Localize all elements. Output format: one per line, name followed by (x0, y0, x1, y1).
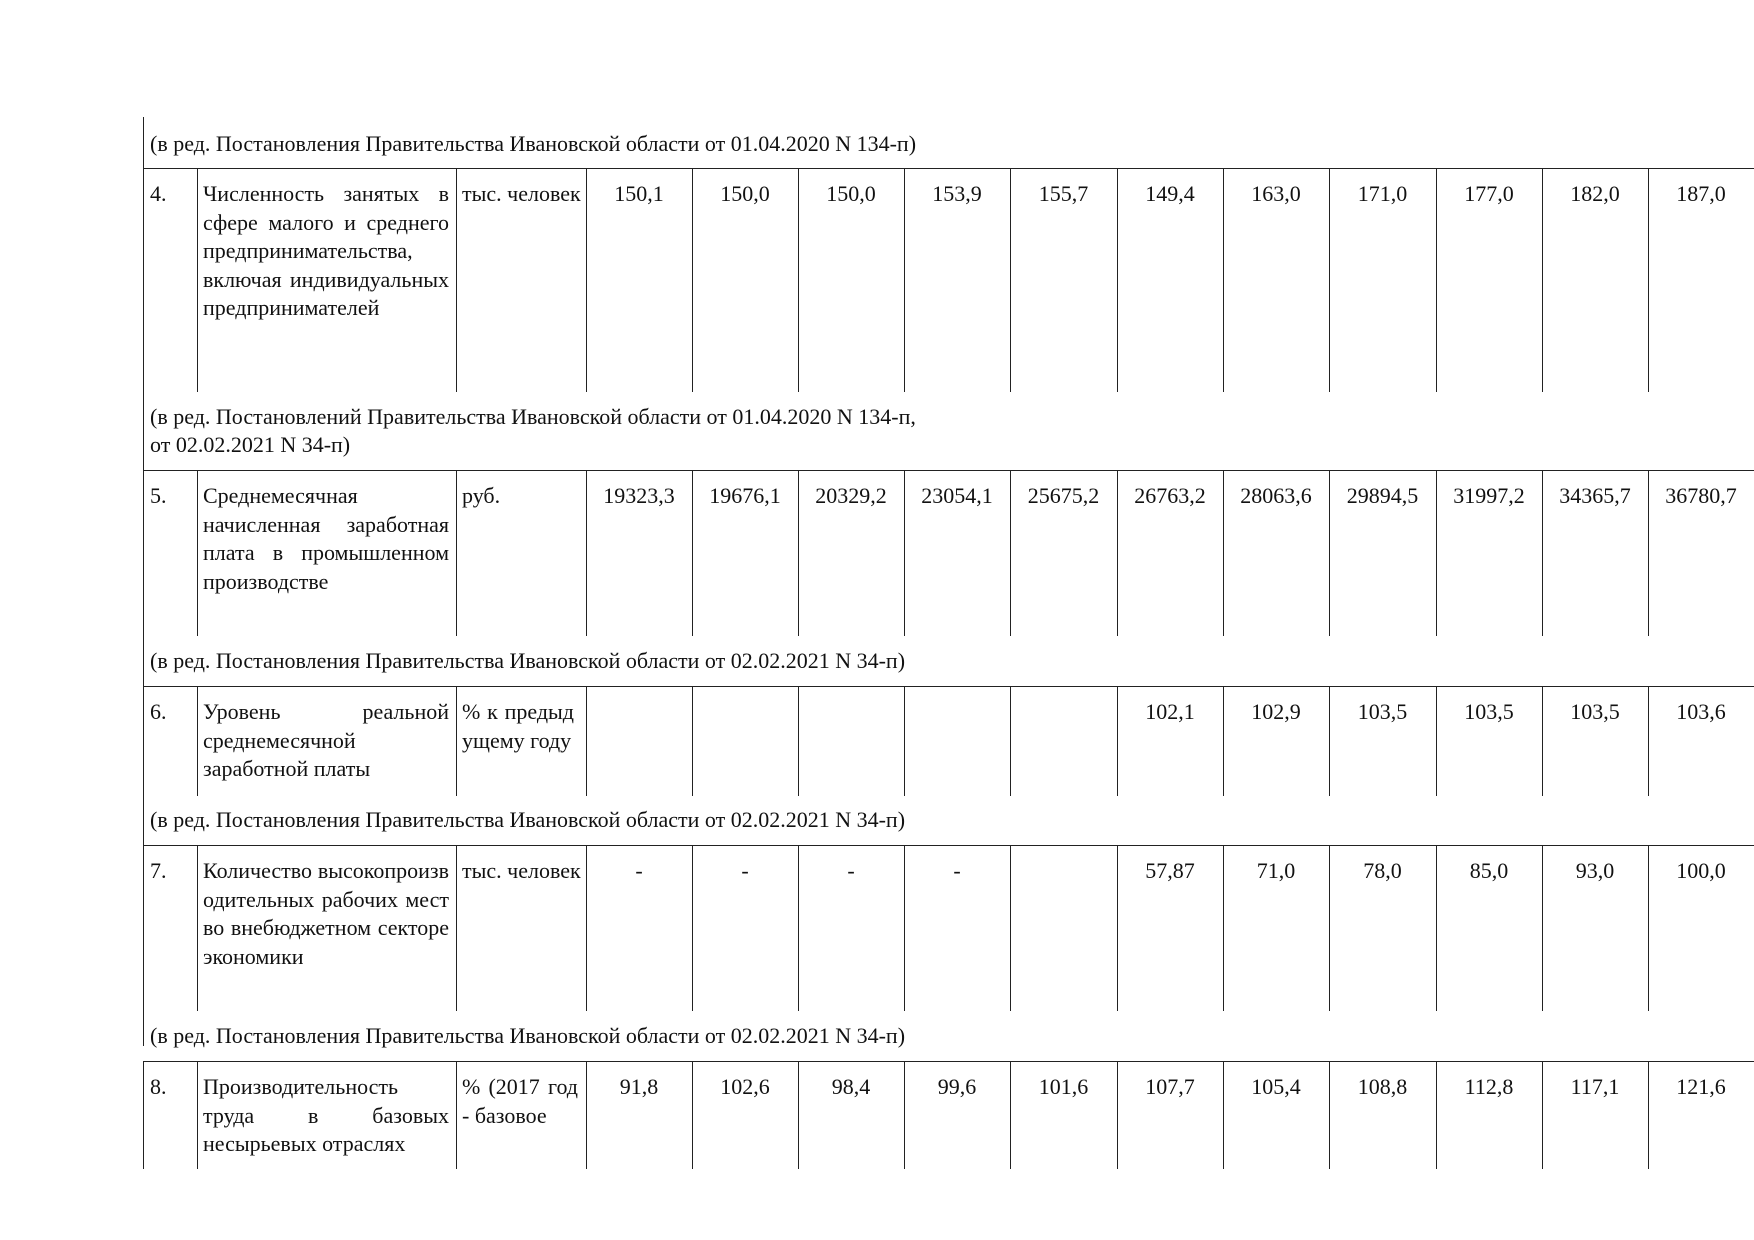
value-cell: 93,0 (1575, 858, 1615, 883)
value-cell: 23054,1 (921, 483, 993, 508)
cell-border (143, 1061, 144, 1169)
row-number: 7. (150, 858, 167, 883)
value-cell: 112,8 (1464, 1074, 1514, 1099)
row-number: 4. (150, 181, 167, 206)
value-cell: 20329,2 (815, 483, 887, 508)
value-cell: 100,0 (1676, 858, 1726, 883)
table-row (0, 845, 1754, 1011)
value-cell: - (635, 858, 643, 883)
amendment-note: (в ред. Постановления Правительства Ивановской области от 02.02.2021 N 34-п) (150, 648, 906, 673)
value-cell: 102,9 (1251, 699, 1301, 724)
value-cell: 102,1 (1145, 699, 1195, 724)
table-row (0, 168, 1754, 392)
value-cell: 57,87 (1145, 858, 1195, 883)
value-cell: 99,6 (937, 1074, 977, 1099)
value-cell: 121,6 (1676, 1074, 1726, 1099)
value-cell: 150,0 (826, 181, 876, 206)
unit-of-measure: тыс. человек (462, 181, 581, 206)
cell-border (197, 1061, 198, 1169)
value-cell: 103,6 (1676, 699, 1726, 724)
value-cell: 150,0 (720, 181, 770, 206)
unit-of-measure: % к предыдущему году (462, 699, 574, 753)
value-cell: 85,0 (1469, 858, 1509, 883)
amendment-note: (в ред. Постановлений Правительства Ивановской области от 01.04.2020 N 134-п, (150, 404, 916, 429)
value-cell: 108,8 (1357, 1074, 1408, 1099)
value-cell: 107,7 (1145, 1074, 1195, 1099)
row-number: 5. (150, 483, 167, 508)
unit-of-measure: тыс. человек (462, 858, 581, 883)
value-cell: 153,9 (932, 181, 982, 206)
cell-border (197, 470, 198, 636)
value-cell: 78,0 (1363, 858, 1402, 883)
indicator-name: Среднемесячная начисленная заработная плата в промышленном производстве (203, 483, 449, 594)
value-cell: - (741, 858, 749, 883)
table-row (0, 686, 1754, 796)
value-cell: - (953, 858, 961, 883)
value-cell: 177,0 (1464, 181, 1514, 206)
value-cell: 71,0 (1256, 858, 1296, 883)
value-cell: 31997,2 (1453, 483, 1525, 508)
value-cell: 171,0 (1357, 181, 1408, 206)
value-cell: 187,0 (1676, 181, 1726, 206)
cell-border (692, 686, 693, 796)
value-cell: 155,7 (1038, 181, 1089, 206)
value-cell: 29894,5 (1346, 483, 1419, 508)
value-cell: 103,5 (1464, 699, 1514, 724)
value-cell: 36780,7 (1665, 483, 1737, 508)
cell-border (197, 168, 198, 392)
value-cell: 91,8 (619, 1074, 659, 1099)
cell-border (456, 470, 457, 636)
value-cell: 19323,3 (603, 483, 675, 508)
cell-border (456, 686, 457, 796)
row-number: 8. (150, 1074, 167, 1099)
value-cell: 98,4 (831, 1074, 871, 1099)
cell-border (1010, 845, 1011, 1011)
cell-border (456, 845, 457, 1011)
value-cell: 149,4 (1145, 181, 1195, 206)
value-cell: 182,0 (1570, 181, 1620, 206)
unit-of-measure: % (2017 год - базовое (462, 1074, 578, 1128)
cell-border (197, 686, 198, 796)
indicator-name: Производительность труда в базовых несырьевых отраслях (203, 1074, 449, 1156)
indicator-name: Уровень реальной среднемесячной заработной платы (203, 699, 449, 781)
cell-border (197, 845, 198, 1011)
value-cell: - (847, 858, 855, 883)
value-cell: 103,5 (1357, 699, 1408, 724)
value-cell: 102,6 (720, 1074, 770, 1099)
value-cell: 25675,2 (1027, 483, 1100, 508)
value-cell: 163,0 (1251, 181, 1301, 206)
value-cell: 150,1 (614, 181, 664, 206)
unit-of-measure: руб. (462, 483, 501, 508)
table-row (0, 1061, 1754, 1169)
value-cell: 103,5 (1570, 699, 1620, 724)
value-cell: 28063,6 (1240, 483, 1312, 508)
cell-border (456, 1061, 457, 1169)
value-cell: 19676,1 (709, 483, 781, 508)
row-number: 6. (150, 699, 167, 724)
value-cell: 101,6 (1038, 1074, 1089, 1099)
value-cell: 26763,2 (1134, 483, 1206, 508)
cell-border (456, 168, 457, 392)
table-row (0, 470, 1754, 636)
amendment-note: (в ред. Постановления Правительства Ивановской области от 02.02.2021 N 34-п) (150, 807, 906, 832)
value-cell: 117,1 (1570, 1074, 1620, 1099)
indicator-name: Количество высокопроизводительных рабочих мест во внебюджетном секторе экономики (203, 858, 449, 969)
amendment-note: (в ред. Постановления Правительства Ивановской области от 02.02.2021 N 34-п) (150, 1023, 906, 1048)
amendment-note: от 02.02.2021 N 34-п) (150, 432, 351, 457)
value-cell: 105,4 (1251, 1074, 1301, 1099)
cell-border (798, 686, 799, 796)
indicator-name: Численность занятых в сфере малого и среднего предпринимательства, включая индивидуальных предпринимателей (203, 181, 449, 320)
amendment-note: (в ред. Постановления Правительства Ивановской области от 01.04.2020 N 134-п) (150, 131, 917, 156)
cell-border (1010, 686, 1011, 796)
cell-border (904, 686, 905, 796)
value-cell: 34365,7 (1559, 483, 1631, 508)
cell-border (586, 686, 587, 796)
